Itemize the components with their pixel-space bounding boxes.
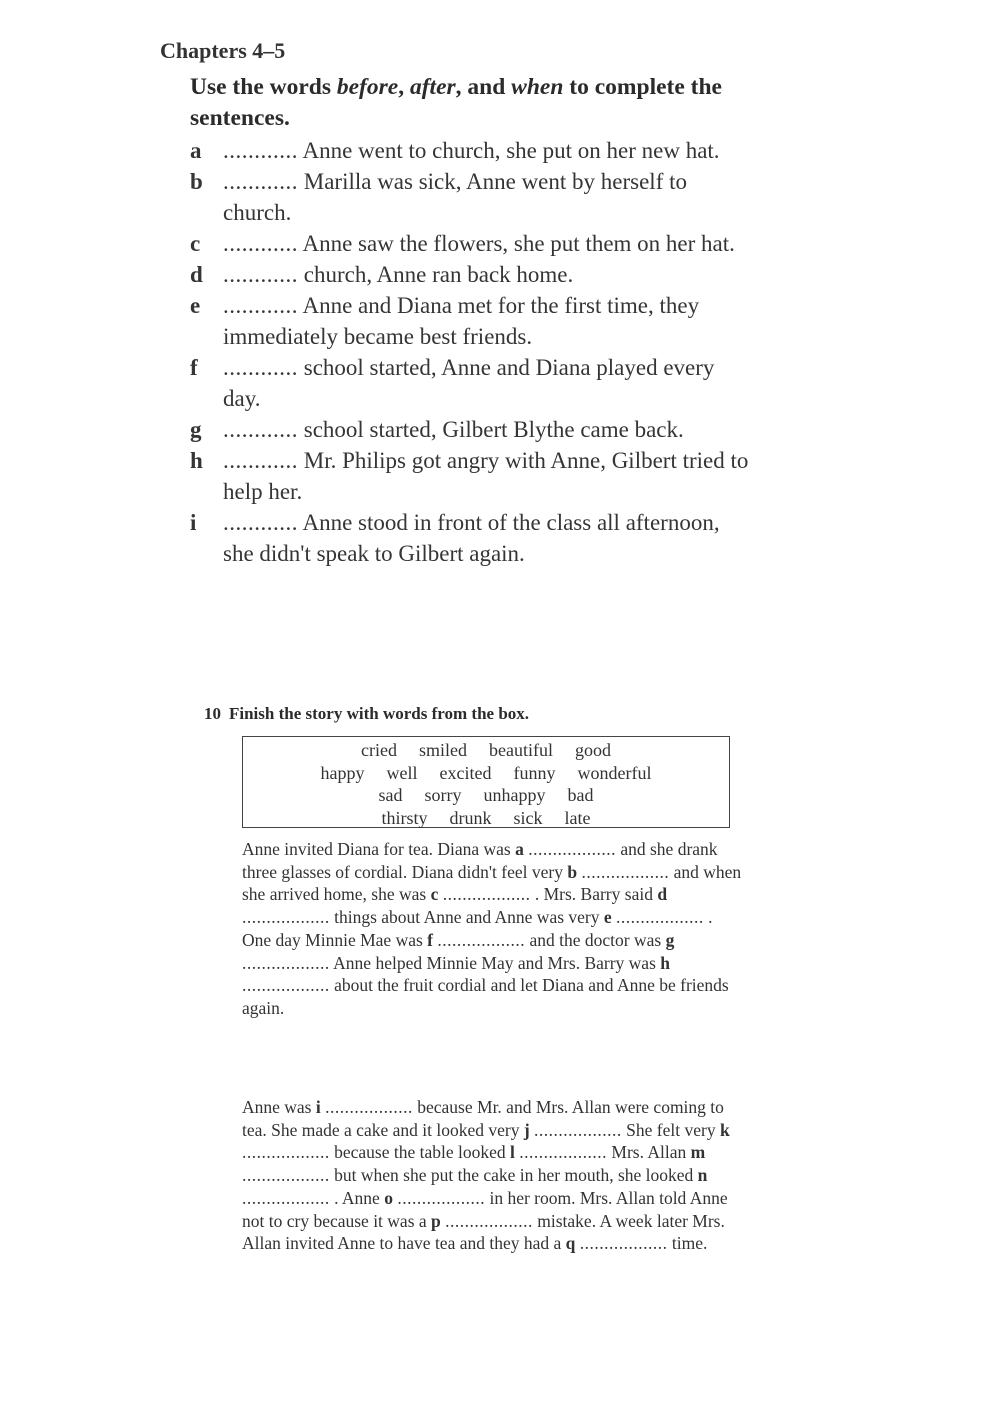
story-blank[interactable]: .................. [442, 884, 531, 905]
answer-blank[interactable]: ............ [223, 417, 298, 442]
story-blank[interactable]: .................. [616, 907, 704, 928]
sentence-item: d ............ church, Anne ran back home. [190, 262, 574, 287]
word-chip: sad [378, 785, 403, 805]
sentence-item: i ............ Anne stood in front of the class all afternoon, she didn't speak to Gilbert again. [190, 510, 720, 566]
sentence-item: f ............ school started, Anne and Diana played every day. [190, 355, 715, 411]
story-blank[interactable]: .................. [325, 1097, 413, 1117]
story-blank[interactable]: .................. [242, 1142, 330, 1163]
story-blank[interactable]: .................. [519, 1142, 608, 1163]
answer-blank[interactable]: ............ [223, 448, 298, 473]
word-chip: bad [567, 785, 594, 805]
word-chip: drunk [449, 807, 492, 828]
sentence-item: c ............ Anne saw the flowers, she put them on her hat. [190, 231, 735, 256]
story-blank[interactable]: .................. [534, 1119, 622, 1140]
exercise-9-items [190, 135, 750, 569]
story-blank[interactable]: .................. [579, 1233, 668, 1254]
word-box [242, 736, 730, 828]
story-blank[interactable]: .................. [242, 952, 330, 973]
sentence-item: g ............ school started, Gilbert Blythe came back. [190, 417, 684, 442]
word-chip: wonderful [577, 762, 652, 783]
story-paragraph-2: Anne was i .................. because Mr. and Mrs. Allan were coming to tea. She made a cake and it looked very j .................. She felt very k .................. because the table looked l .................. Mrs. Allan m .................. but when she put the cake in her mouth, she looked n .................. . Anne o .................. in her room. Mrs. Allan told Anne not to cry because it was a p .................. mistake. A week later Mrs. Allan invited Anne to have tea and they had a q .................. time. [242, 1097, 730, 1254]
story-blank[interactable]: .................. [581, 861, 670, 882]
word-chip: thirsty [381, 807, 428, 828]
word-before: before [336, 74, 399, 100]
word-chip: sorry [424, 785, 462, 805]
answer-blank[interactable]: ............ [223, 355, 298, 380]
story-blank[interactable]: .................. [242, 1165, 330, 1186]
story-blank[interactable]: .................. [397, 1187, 486, 1208]
word-chip: smiled [419, 740, 467, 760]
story-blank[interactable]: .................. [242, 907, 330, 928]
word-after: after [409, 74, 456, 100]
sentence-item: e ............ Anne and Diana met for the first time, they immediately became best friends. [190, 293, 700, 349]
word-chip: unhappy [483, 785, 546, 805]
word-when: when [511, 74, 564, 100]
word-chip: beautiful [489, 740, 553, 760]
word-chip: funny [513, 762, 556, 783]
story-blank[interactable]: .................. [445, 1210, 533, 1231]
story-blank[interactable]: .................. [437, 929, 526, 950]
word-chip: sick [513, 807, 543, 828]
answer-blank[interactable]: ............ [223, 138, 298, 163]
exercise-10-instruction: 10 Finish the story with words from the box. [204, 704, 530, 723]
story-blank[interactable]: .................. [528, 839, 616, 859]
answer-blank[interactable]: ............ [223, 293, 298, 318]
word-chip: late [564, 807, 591, 828]
word-chip: cried [361, 740, 397, 760]
story-paragraph-1: Anne invited Diana for tea. Diana was a .................. and she drank three glasses of cordial. Diana didn't feel very b .................. and when she arrived home, she was c .................. . Mrs. Barry said d .................. things about Anne and Anne was very e .................. . One day Minnie Mae was f .................. and the doctor was g .................. Anne helped Minnie May and Mrs. Barry was h .................. about the fruit cordial and let Diana and Anne be friends again. [242, 839, 742, 1018]
exercise-9-instruction: Use the words before, after, and when to complete the sentences. [190, 74, 722, 131]
story-blank[interactable]: .................. [242, 975, 330, 996]
word-chip: good [574, 740, 611, 760]
answer-blank[interactable]: ............ [223, 169, 298, 194]
word-chip: happy [320, 762, 365, 783]
cropped-chapter-heading: Chapters 4–5 [160, 38, 286, 63]
sentence-item: a ............ Anne went to church, she put on her new hat. [190, 138, 720, 163]
word-chip: excited [439, 762, 492, 783]
answer-blank[interactable]: ............ [223, 510, 298, 535]
answer-blank[interactable]: ............ [223, 231, 298, 256]
answer-blank[interactable]: ............ [223, 262, 298, 287]
word-chip: well [386, 762, 418, 783]
sentence-item: b ............ Marilla was sick, Anne went by herself to church. [190, 169, 687, 225]
story-blank[interactable]: .................. [242, 1187, 330, 1208]
sentence-item: h ............ Mr. Philips got angry with Anne, Gilbert tried to help her. [190, 448, 749, 504]
